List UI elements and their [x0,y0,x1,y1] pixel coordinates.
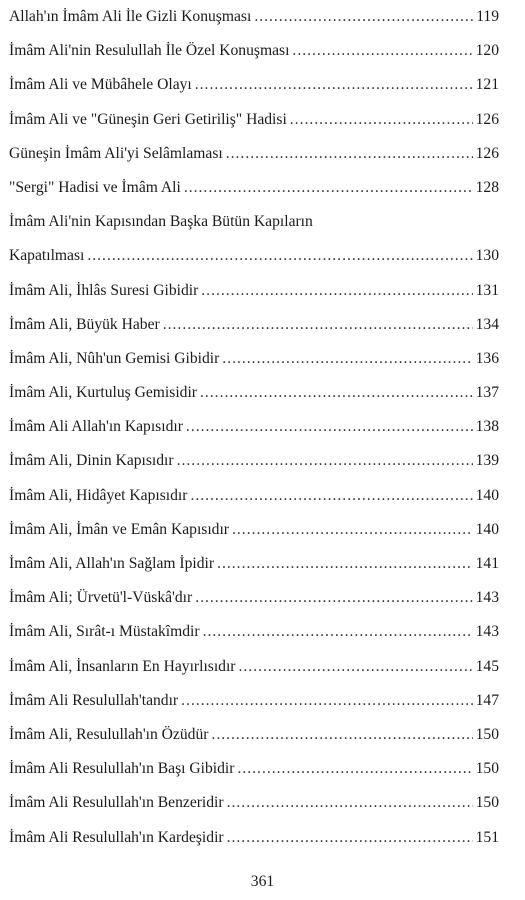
dot-leader [227,827,473,849]
toc-entry [9,109,499,143]
dot-leader [181,690,472,712]
dot-leader [239,656,473,678]
dot-leader [222,348,472,370]
toc-entry-page: 138 [475,418,499,436]
toc-entry-page: 131 [475,281,499,299]
toc-entry-page: 126 [475,144,499,162]
dot-leader [201,280,472,302]
toc-entry-page: 150 [475,794,499,812]
dot-leader [163,314,473,336]
toc-entry-page: 137 [475,384,499,402]
toc-entry [9,74,499,108]
dot-leader [186,416,473,438]
toc-entry [9,724,499,758]
toc-entry [9,553,499,587]
toc-entry-title: İmâm Ali'nin Kapısından Başka Bütün Kapıların [9,213,313,231]
dot-leader [195,587,472,609]
toc-entry-title: İmâm Ali, İhlâs Suresi Gibidir [9,281,199,299]
toc-entry-title: İmâm Ali, Nûh'un Gemisi Gibidir [9,349,220,367]
toc-entry-title: "Sergi" Hadisi ve İmâm Ali [9,178,181,196]
toc-entry-page: 136 [475,349,499,367]
toc-entry [9,621,499,655]
toc-entry [9,485,499,519]
dot-leader [203,621,473,643]
toc-entry-title: İmâm Ali Resulullah'ın Benzeridir [9,794,224,812]
toc-entry-title: Allah'ın İmâm Ali İle Gizli Konuşması [9,8,252,25]
dot-leader [237,758,472,780]
toc-entry [9,280,499,314]
dot-leader [226,143,473,165]
toc-entry-title: İmâm Ali, Dinin Kapısıdır [9,452,174,470]
dot-leader [87,245,472,267]
toc-entry [9,143,499,177]
dot-leader [254,6,473,28]
table-of-contents [9,6,499,861]
toc-entry [9,177,499,211]
toc-entry [9,314,499,348]
toc-entry [9,416,499,450]
toc-entry-page: 130 [475,247,499,265]
toc-entry-page: 139 [475,452,499,470]
toc-entry-title: İmâm Ali Resulullah'ın Kardeşidir [9,828,224,846]
toc-entry [9,587,499,621]
toc-entry-title: İmâm Ali'nin Resulullah İle Özel Konuşması [9,42,290,60]
page-number: 361 [250,873,275,890]
toc-entry-page: 121 [475,76,499,94]
toc-entry-title: İmâm Ali Allah'ın Kapısıdır [9,418,183,436]
toc-entry [9,519,499,553]
toc-entry [9,758,499,792]
dot-leader [211,724,472,746]
toc-entry [9,450,499,484]
toc-entry-page: 147 [475,691,499,709]
toc-entry [9,792,499,826]
dot-leader [177,450,473,472]
toc-entry-page: 126 [475,110,499,128]
toc-entry-title: İmâm Ali, İnsanların En Hayırlısıdır [9,657,236,675]
toc-entry-page: 140 [475,486,499,504]
dot-leader [184,177,473,199]
toc-entry [9,656,499,690]
toc-entry-title: İmâm Ali, Sırât-ı Müstakîmdir [9,623,200,641]
dot-leader [190,485,472,507]
dot-leader [292,40,472,62]
dot-leader [195,74,473,96]
toc-entry-page: 145 [475,657,499,675]
toc-entry-title: İmâm Ali, İmân ve Emân Kapısıdır [9,520,229,538]
toc-entry-page: 140 [475,520,499,538]
toc-entry [9,6,499,40]
toc-entry-title: Güneşin İmâm Ali'yi Selâmlaması [9,144,223,162]
toc-entry-page: 141 [475,555,499,572]
toc-entry [9,211,499,279]
toc-entry-title: İmâm Ali, Büyük Haber [9,315,160,333]
toc-entry-title-continued: Kapatılması [9,247,85,265]
toc-entry-title: İmâm Ali ve "Güneşin Geri Getiriliş" Hadisi [9,110,287,128]
toc-entry [9,348,499,382]
toc-entry [9,40,499,74]
toc-entry-page: 119 [476,8,499,25]
toc-entry-page: 143 [475,589,499,607]
dot-leader [200,382,473,404]
dot-leader [217,553,473,575]
toc-entry-page: 151 [475,828,499,846]
toc-entry-title: İmâm Ali ve Mübâhele Olayı [9,76,192,94]
dot-leader [232,519,473,541]
toc-entry-page: 143 [475,623,499,641]
toc-entry-title: İmâm Ali; Ürvetü'l-Vüskâ'dır [9,589,193,607]
toc-entry-title: İmâm Ali, Hidâyet Kapısıdır [9,486,188,504]
toc-entry-page: 120 [475,42,499,60]
toc-entry-title: İmâm Ali Resulullah'ın Başı Gibidir [9,760,235,778]
toc-entry-title: İmâm Ali, Kurtuluş Gemisidir [9,384,197,402]
toc-entry-title: İmâm Ali, Allah'ın Sağlam İpidir [9,555,215,572]
toc-entry-page: 150 [475,760,499,778]
toc-entry-title: İmâm Ali, Resulullah'ın Özüdür [9,725,209,743]
toc-entry-page: 128 [475,178,499,196]
toc-entry [9,690,499,724]
toc-entry [9,382,499,416]
dot-leader [290,109,473,131]
dot-leader [227,792,473,814]
toc-entry-title: İmâm Ali Resulullah'tandır [9,691,179,709]
toc-entry-page: 150 [475,725,499,743]
toc-entry [9,827,499,861]
toc-entry-page: 134 [475,315,499,333]
